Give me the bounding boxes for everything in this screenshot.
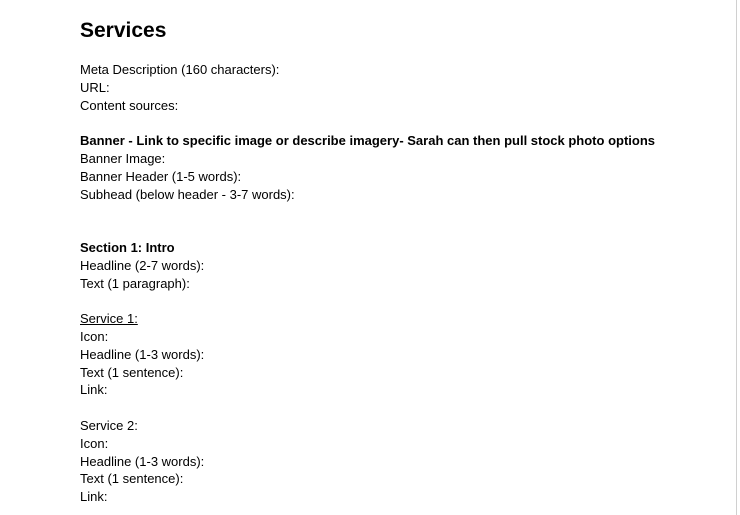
section1-heading: Section 1: Intro	[80, 239, 175, 255]
page-edge-divider	[736, 0, 737, 515]
service1-headline-label: Headline (1-3 words):	[80, 346, 205, 362]
service2-label: Service 2:	[80, 417, 138, 433]
spacer	[80, 203, 720, 239]
service1-text-label: Text (1 sentence):	[80, 364, 184, 380]
service1-icon-label: Icon:	[80, 328, 109, 344]
banner-header-label: Banner Header (1-5 words):	[80, 168, 242, 184]
page-title: Services	[80, 19, 167, 42]
banner-heading: Banner - Link to specific image or describe imagery- Sarah can then pull stock photo options	[80, 133, 656, 149]
section1-block	[80, 239, 720, 292]
meta-description-label: Meta Description (160 characters):	[80, 62, 280, 77]
section1-headline-label: Headline (2-7 words):	[80, 257, 205, 273]
content-sources-label: Content sources:	[80, 97, 179, 113]
service1-link-label: Link:	[80, 382, 108, 398]
url-label: URL:	[80, 79, 110, 95]
document-body	[80, 18, 720, 506]
spacer	[80, 114, 720, 132]
service1-block	[80, 310, 720, 399]
banner-subhead-label: Subhead (below header - 3-7 words):	[80, 186, 295, 202]
spacer	[80, 399, 720, 417]
service1-label: Service 1:	[80, 311, 138, 327]
service2-block	[80, 417, 720, 506]
service2-link-label: Link:	[80, 489, 108, 505]
section1-text-label: Text (1 paragraph):	[80, 275, 190, 291]
spacer	[80, 292, 720, 310]
service2-icon-label: Icon:	[80, 435, 109, 451]
meta-block	[80, 61, 720, 114]
banner-block	[80, 132, 720, 203]
service2-text-label: Text (1 sentence):	[80, 471, 184, 487]
banner-image-label: Banner Image:	[80, 150, 166, 166]
service2-headline-label: Headline (1-3 words):	[80, 453, 205, 469]
